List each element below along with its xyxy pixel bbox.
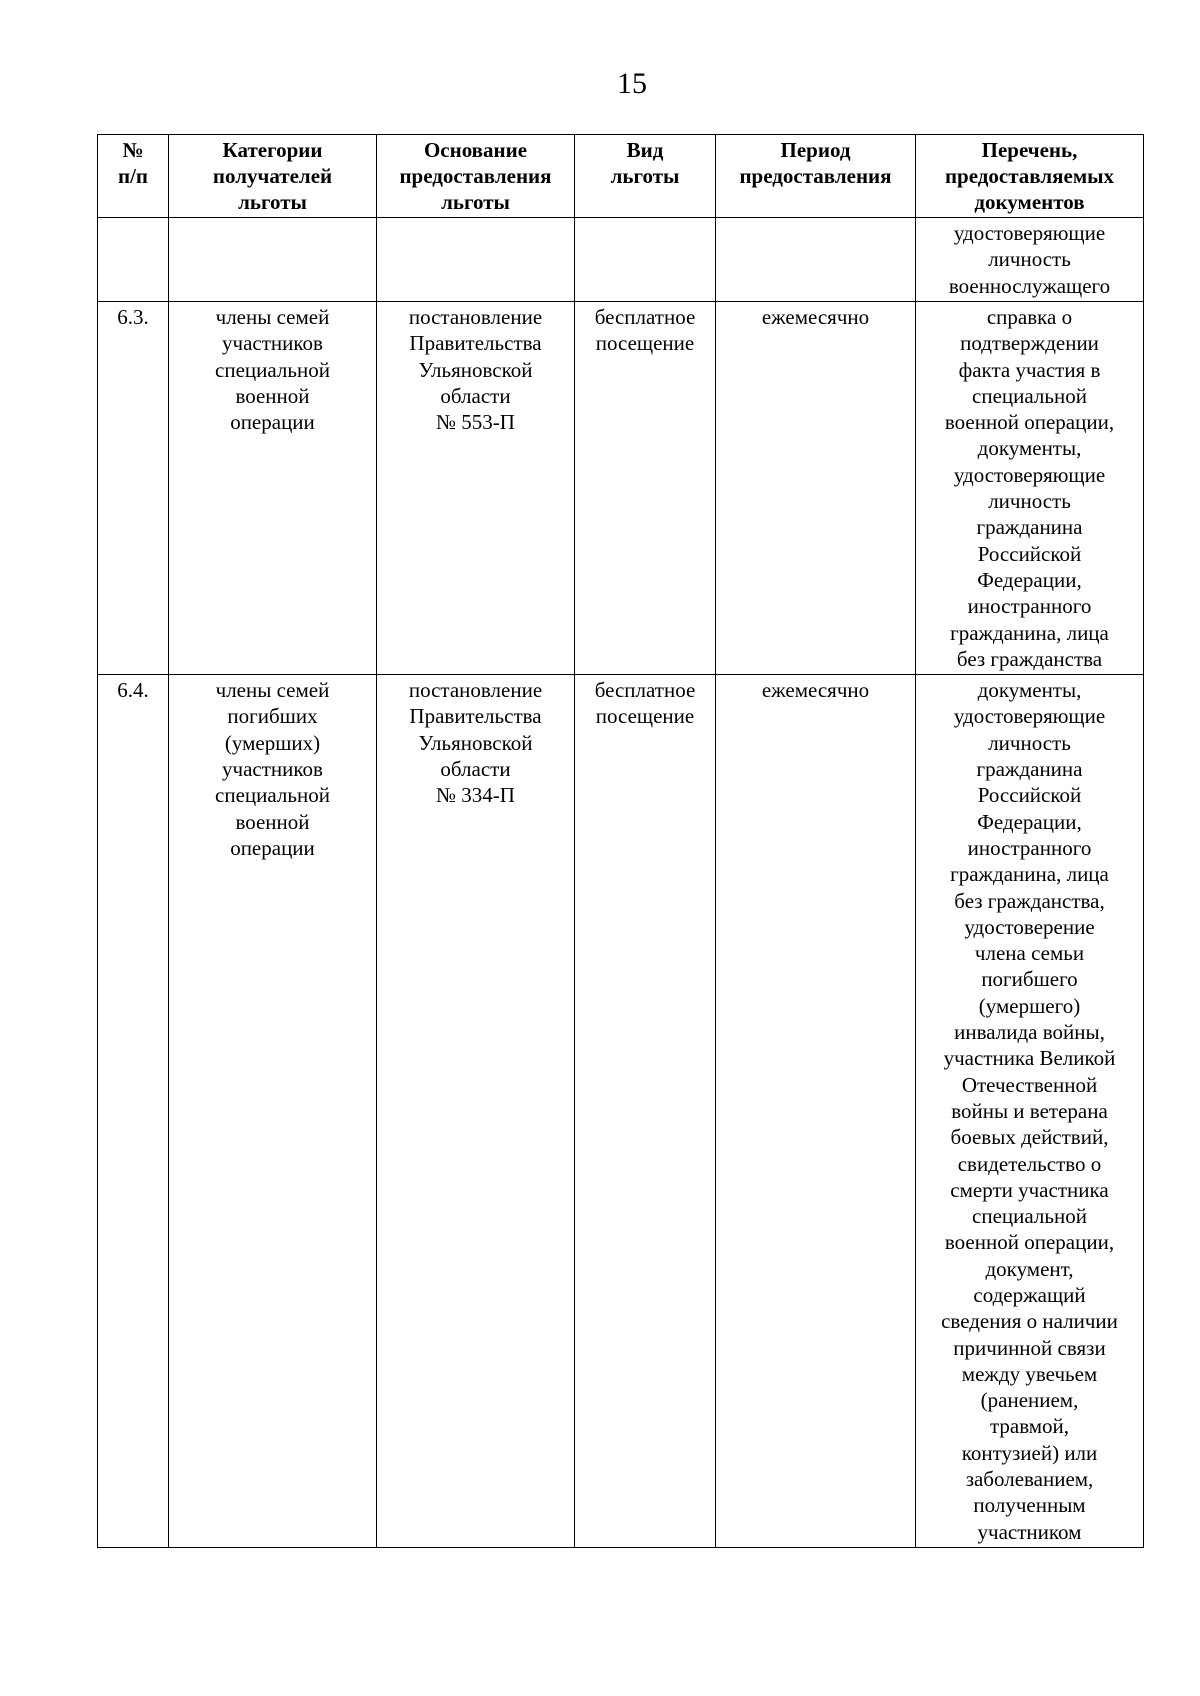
cell-basis: постановление Правительства Ульяновской области № 334-П [377,675,575,1548]
table-header-row [98,135,1144,218]
header-benefit-type: Вид льготы [575,135,716,218]
cell-benefit-type [575,218,716,302]
header-period: Период предоставления [716,135,916,218]
cell-documents: удостоверяющие личность военнослужащего [916,218,1144,302]
cell-benefit-type: бесплатное посещение [575,302,716,675]
header-number: № п/п [98,135,169,218]
cell-documents: справка о подтверждении факта участия в специальной военной операции, документы, удостоверяющие личность гражданина Российской Федерации, иностранного гражданина, лица без гражданства [916,302,1144,675]
header-basis: Основание предоставления льготы [377,135,575,218]
page-number: 15 [617,67,647,100]
cell-category [169,218,377,302]
header-documents: Перечень, предоставляемых документов [916,135,1144,218]
table-row-continuation [98,218,1144,302]
table-row [98,675,1144,1548]
cell-number [98,218,169,302]
cell-category: члены семей участников специальной военной операции [169,302,377,675]
cell-category: члены семей погибших (умерших) участников специальной военной операции [169,675,377,1548]
cell-period [716,218,916,302]
cell-period: ежемесячно [716,302,916,675]
benefits-table [97,134,1144,1548]
cell-number: 6.4. [98,675,169,1548]
table-row [98,302,1144,675]
cell-number: 6.3. [98,302,169,675]
cell-period: ежемесячно [716,675,916,1548]
cell-benefit-type: бесплатное посещение [575,675,716,1548]
header-category: Категории получателей льготы [169,135,377,218]
cell-documents: документы, удостоверяющие личность гражданина Российской Федерации, иностранного гражданина, лица без гражданства, удостоверение члена семьи погибшего (умершего) инвалида войны, участника Великой Отечественной войны и ветерана боевых действий, свидетельство о смерти участника специальной военной операции, документ, содержащий сведения о наличии причинной связи между увечьем (ранением, травмой, контузией) или заболеванием, полученным участником [916,675,1144,1548]
cell-basis: постановление Правительства Ульяновской области № 553-П [377,302,575,675]
cell-basis [377,218,575,302]
